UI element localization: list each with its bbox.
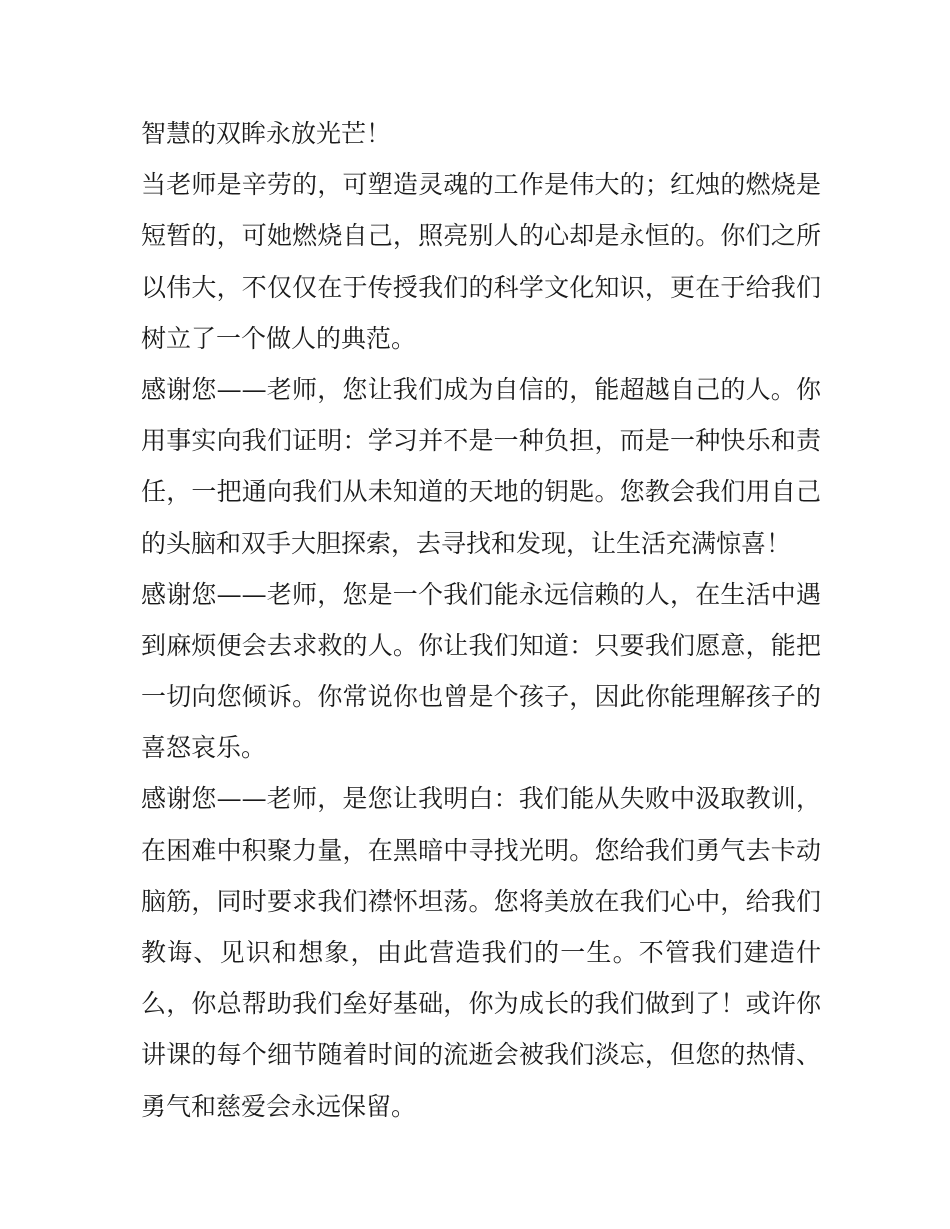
text-line: 喜怒哀乐。 bbox=[141, 733, 267, 763]
text-line: 感谢您——老师，是您让我明白：我们能从失败中汲取教训， bbox=[141, 784, 821, 814]
text-line: 的头脑和双手大胆探索，去寻找和发现，让生活充满惊喜！ bbox=[141, 528, 792, 558]
text-line: 在困难中积聚力量，在黑暗中寻找光明。您给我们勇气去卡动 bbox=[141, 835, 821, 865]
text-line: 树立了一个做人的典范。 bbox=[141, 323, 417, 353]
text-line: 以伟大，不仅仅在于传授我们的科学文化知识，更在于给我们 bbox=[141, 272, 821, 302]
text-line: 感谢您——老师，您是一个我们能永远信赖的人，在生活中遇 bbox=[141, 579, 821, 609]
text-line: 勇气和慈爱会永远保留。 bbox=[141, 1091, 417, 1121]
body-text bbox=[141, 108, 821, 1132]
text-line: 用事实向我们证明：学习并不是一种负担，而是一种快乐和责 bbox=[141, 426, 821, 456]
text-line: 么，你总帮助我们垒好基础，你为成长的我们做到了！或许你 bbox=[141, 989, 821, 1019]
text-line: 一切向您倾诉。你常说你也曾是个孩子，因此你能理解孩子的 bbox=[141, 682, 821, 712]
text-line: 脑筋，同时要求我们襟怀坦荡。您将美放在我们心中，给我们 bbox=[141, 886, 821, 916]
text-line: 感谢您——老师，您让我们成为自信的，能超越自己的人。你 bbox=[141, 374, 821, 404]
text-line: 智慧的双眸永放光芒！ bbox=[141, 119, 392, 148]
text-line: 短暂的，可她燃烧自己，照亮别人的心却是永恒的。你们之所 bbox=[141, 221, 821, 251]
text-line: 教诲、见识和想象，由此营造我们的一生。不管我们建造什 bbox=[141, 938, 821, 967]
text-line: 到麻烦便会去求救的人。你让我们知道：只要我们愿意，能把 bbox=[141, 630, 821, 660]
text-line: 讲课的每个细节随着时间的流逝会被我们淡忘，但您的热情、 bbox=[141, 1040, 821, 1070]
text-line: 当老师是辛劳的，可塑造灵魂的工作是伟大的；红烛的燃烧是 bbox=[141, 170, 821, 200]
text-line: 任，一把通向我们从未知道的天地的钥匙。您教会我们用自己 bbox=[141, 477, 821, 507]
